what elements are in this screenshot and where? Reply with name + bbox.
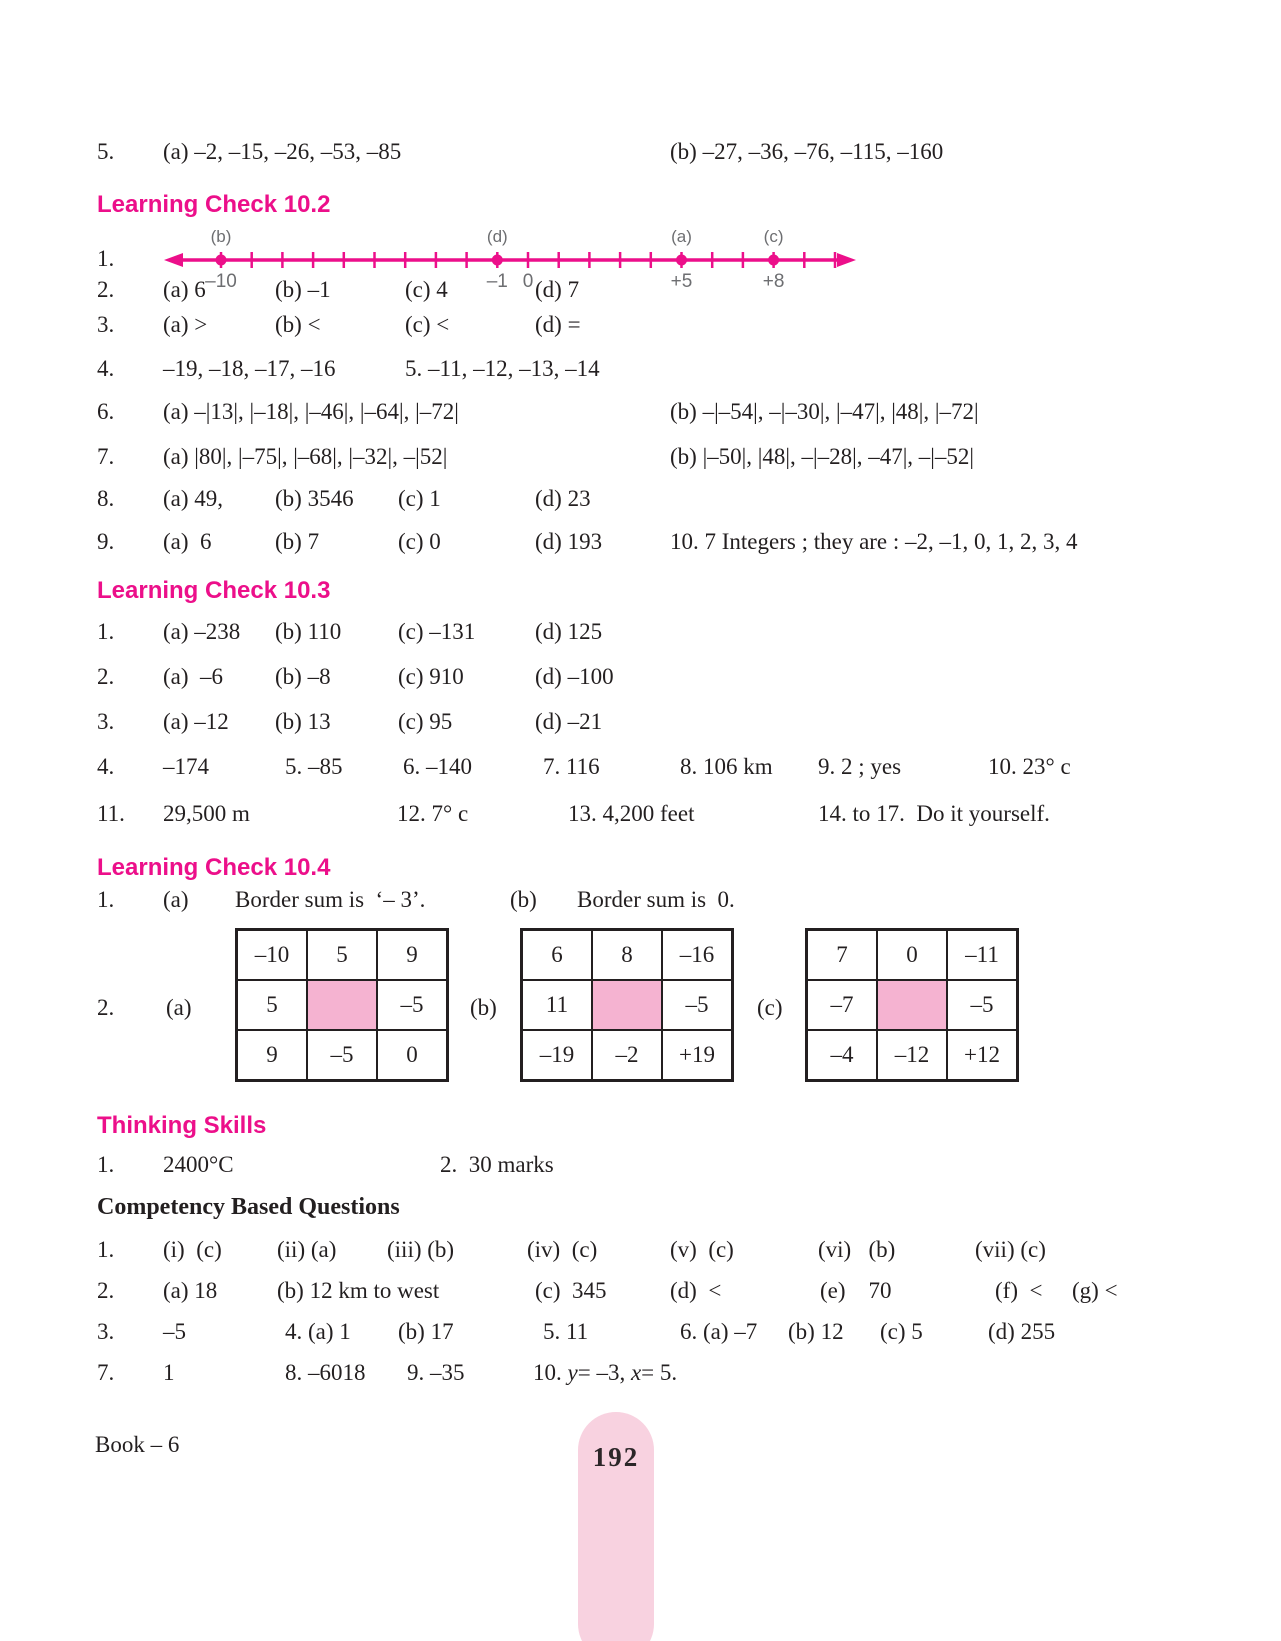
answer-part: (d) 255 (988, 1319, 1056, 1344)
answer-part: (a) –12 (163, 709, 229, 734)
answer-part: 10. 23° c (988, 754, 1071, 779)
answer-part: (d) 23 (535, 486, 591, 511)
answer-sub: 10. (533, 1360, 568, 1385)
answer-part: (a) |80|, |–75|, |–68|, |–32|, –|52| (163, 444, 448, 469)
answer-row (0, 486, 1281, 520)
answer-part: (c) 345 (535, 1278, 607, 1303)
answer-row (0, 754, 1281, 788)
answer-part: 4. (a) 1 (285, 1319, 351, 1344)
grid-cell: –19 (522, 1030, 592, 1080)
section-heading: Learning Check 10.2 (97, 191, 331, 218)
answer-row (0, 1319, 1281, 1353)
answer-part: (b) –8 (275, 664, 331, 689)
answer-part: (b) 7 (275, 529, 320, 554)
answer-part: (vi) (b) (818, 1237, 896, 1262)
grid-label: (c) (757, 995, 783, 1020)
answer-part: (a) > (163, 312, 208, 337)
grid-cell: –5 (307, 1030, 377, 1080)
grid-cell: –10 (237, 930, 307, 980)
answer-part: (c) 5 (880, 1319, 923, 1344)
answer-part: 13. 4,200 feet (568, 801, 695, 826)
answer-row (0, 1360, 1281, 1394)
answer-part: (c) 1 (398, 486, 441, 511)
svg-text:(b): (b) (210, 227, 232, 246)
answer-part: 14. to 17. Do it yourself. (818, 801, 1050, 826)
answer-row (0, 444, 1281, 478)
section-heading: Competency Based Questions (97, 1194, 400, 1220)
answer-row (0, 1152, 1281, 1186)
svg-text:(a): (a) (671, 227, 692, 246)
book-footer: Book – 6 (95, 1432, 180, 1457)
answer-part: 10. 7 Integers ; they are : –2, –1, 0, 1, 2, 3, 4 (670, 529, 1078, 554)
answer-part: (i) (c) (163, 1237, 222, 1262)
answer-part: (c) –131 (398, 619, 476, 644)
answer-row (0, 619, 1281, 653)
question-number: 1. (97, 1152, 115, 1177)
grid-cell: 0 (877, 930, 947, 980)
answer-part: (v) (c) (670, 1237, 734, 1262)
answer-part: (d) 193 (535, 529, 603, 554)
answer-part: (f) < (995, 1278, 1043, 1303)
grid-cell: 5 (237, 980, 307, 1030)
question-number: 5. (97, 139, 115, 164)
answer-part: 1 (163, 1360, 175, 1385)
answer-part: (c) < (405, 312, 450, 337)
question-number: 1. (97, 246, 115, 271)
question-number: 3. (97, 1319, 115, 1344)
answer-part: (b) 12 km to west (277, 1278, 440, 1303)
grid-cell: –16 (662, 930, 732, 980)
answer-part: (b) 12 (788, 1319, 844, 1344)
question-number: 7. (97, 1360, 115, 1385)
section-heading: Thinking Skills (97, 1112, 267, 1139)
answer-part: (iii) (b) (387, 1237, 455, 1262)
answer-part: (d) < (670, 1278, 722, 1303)
question-number: 2. (97, 277, 115, 302)
answer-part (533, 1360, 677, 1386)
answer-part: (d) –100 (535, 664, 614, 689)
answer-part: (a) (163, 887, 189, 912)
answer-row (0, 277, 1281, 311)
svg-text:0: 0 (522, 271, 534, 290)
answer-part: (b) –|–54|, –|–30|, |–47|, |48|, |–72| (670, 399, 979, 424)
question-number: 2. (97, 664, 115, 689)
grid-cell-empty-pink (592, 980, 662, 1030)
grid-cell: 9 (237, 1030, 307, 1080)
answer-row (0, 801, 1281, 835)
question-number: 11. (97, 801, 125, 826)
answer-row (0, 709, 1281, 743)
answer-part: (c) 4 (405, 277, 448, 302)
svg-text:–10: –10 (205, 271, 237, 290)
svg-text:+8: +8 (762, 271, 785, 290)
answer-row (0, 887, 1281, 921)
question-number: 4. (97, 754, 115, 779)
grid-cell: –5 (377, 980, 447, 1030)
answer-part: –174 (163, 754, 209, 779)
answer-part: (c) 910 (398, 664, 464, 689)
magic-square-b (520, 928, 734, 1082)
answer-row (0, 529, 1281, 563)
answer-part: (b) 110 (275, 619, 342, 644)
answer-part: 8. –6018 (285, 1360, 366, 1385)
answer-part: (b) < (275, 312, 321, 337)
answer-part: (a) –6 (163, 664, 224, 689)
question-number: 1. (97, 887, 115, 912)
answer-part: (a) –2, –15, –26, –53, –85 (163, 139, 402, 164)
grid-cell: –4 (807, 1030, 877, 1080)
answer-part: (a) –238 (163, 619, 241, 644)
answer-part: 6. –140 (403, 754, 472, 779)
grid-cell: 11 (522, 980, 592, 1030)
answer-part: 7. 116 (543, 754, 600, 779)
answer-part: Border sum is 0. (577, 887, 735, 912)
answer-part: 8. 106 km (680, 754, 773, 779)
answer-part: (c) 0 (398, 529, 441, 554)
grid-cell: +19 (662, 1030, 732, 1080)
answer-part: (g) < (1072, 1278, 1118, 1303)
answer-part: 9. –35 (407, 1360, 465, 1385)
grid-cell-empty-pink (307, 980, 377, 1030)
answer-part: (b) –1 (275, 277, 331, 302)
answer-row (0, 356, 1281, 390)
section-heading: Learning Check 10.4 (97, 854, 331, 881)
grid-cell: 8 (592, 930, 662, 980)
grid-cell: –5 (947, 980, 1017, 1030)
grid-cell: –7 (807, 980, 877, 1030)
answer-part: (a) 6 (163, 529, 212, 554)
question-number: 6. (97, 399, 115, 424)
question-number: 1. (97, 1237, 115, 1262)
answer-part: (b) (510, 887, 537, 912)
grid-cell-empty-pink (877, 980, 947, 1030)
question-number: 3. (97, 709, 115, 734)
grid-cell: 6 (522, 930, 592, 980)
section-heading: Learning Check 10.3 (97, 577, 331, 604)
magic-square-c (805, 928, 1019, 1082)
answer-part: –19, –18, –17, –16 (163, 356, 336, 381)
grid-cell: –2 (592, 1030, 662, 1080)
answer-part: (d) 7 (535, 277, 580, 302)
answer-row (0, 1237, 1281, 1271)
answer-sub: = –3, (577, 1360, 631, 1385)
answer-part: 2400°C (163, 1152, 234, 1177)
answer-part: 9. 2 ; yes (818, 754, 902, 779)
svg-text:(c): (c) (763, 227, 784, 246)
answer-part: 6. (a) –7 (680, 1319, 758, 1344)
answer-part: Border sum is ‘– 3’. (235, 887, 426, 912)
answer-part: (vii) (c) (975, 1237, 1046, 1262)
answer-part: (a) 6 (163, 277, 206, 302)
question-number: 9. (97, 529, 115, 554)
answer-part: (b) 17 (398, 1319, 454, 1344)
question-number: 4. (97, 356, 115, 381)
answer-part: (c) 95 (398, 709, 453, 734)
svg-text:+5: +5 (670, 271, 693, 290)
grid-cell: 9 (377, 930, 447, 980)
answer-part: 5. –11, –12, –13, –14 (405, 356, 600, 381)
answer-part: (a) 49, (163, 486, 224, 511)
grid-cell: –11 (947, 930, 1017, 980)
grid-cell: –12 (877, 1030, 947, 1080)
answer-part: (ii) (a) (277, 1237, 337, 1262)
answer-part: 29,500 m (163, 801, 250, 826)
grid-cell: 5 (307, 930, 377, 980)
answer-part: 2. 30 marks (440, 1152, 554, 1177)
answer-part: (b) 13 (275, 709, 331, 734)
answer-part: 5. –85 (285, 754, 343, 779)
answer-part: (b) 3546 (275, 486, 354, 511)
question-number: 1. (97, 619, 115, 644)
page-number: 192 (592, 1442, 640, 1472)
answer-row (0, 664, 1281, 698)
magic-square-a (235, 928, 449, 1082)
answer-part: –5 (163, 1319, 186, 1344)
answer-part: (a) –|13|, |–18|, |–46|, |–64|, |–72| (163, 399, 459, 424)
variable-y: y (567, 1360, 578, 1385)
answer-part: (e) 70 (820, 1278, 892, 1303)
answer-row (0, 312, 1281, 346)
answer-part: (b) |–50|, |48|, –|–28|, –47|, –|–52| (670, 444, 975, 469)
question-number: 2. (97, 1278, 115, 1303)
answer-part: (d) 125 (535, 619, 603, 644)
answer-part: 5. 11 (543, 1319, 589, 1344)
question-number: 7. (97, 444, 115, 469)
answer-part: (d) = (535, 312, 581, 337)
answer-part: (b) –27, –36, –76, –115, –160 (670, 139, 944, 164)
grid-label: (b) (470, 995, 497, 1020)
grid-cell: –5 (662, 980, 732, 1030)
answer-row (0, 139, 1281, 173)
answer-part: (a) 18 (163, 1278, 218, 1303)
grid-cell: 0 (377, 1030, 447, 1080)
question-number: 2. (97, 995, 115, 1020)
answer-row (0, 1278, 1281, 1312)
variable-x: x (630, 1360, 642, 1385)
grid-cell: +12 (947, 1030, 1017, 1080)
page-number-capsule (578, 1412, 654, 1641)
question-number: 3. (97, 312, 115, 337)
svg-text:(d): (d) (486, 227, 508, 246)
answer-part: (d) –21 (535, 709, 603, 734)
grid-label: (a) (166, 995, 192, 1020)
svg-text:–1: –1 (486, 271, 508, 290)
answer-part: (iv) (c) (527, 1237, 598, 1262)
answer-part: 12. 7° c (397, 801, 469, 826)
question-number: 8. (97, 486, 115, 511)
answer-row (0, 399, 1281, 433)
answer-sub: = 5. (641, 1360, 678, 1385)
grid-cell: 7 (807, 930, 877, 980)
